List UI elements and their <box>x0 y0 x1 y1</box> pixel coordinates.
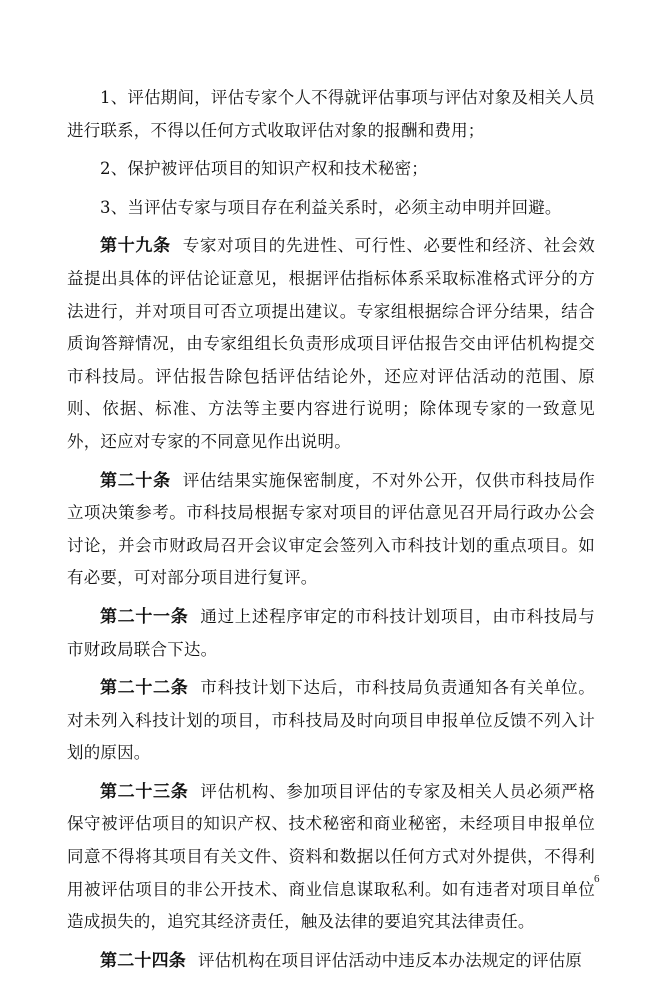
article-23 <box>67 776 595 939</box>
article-number: 第二十条 <box>100 470 171 491</box>
article-22 <box>67 672 595 770</box>
article-20 <box>67 465 595 595</box>
article-number: 第十九条 <box>100 236 171 257</box>
list-item-recusal <box>67 192 595 225</box>
paragraph-text: 3、当评估专家与项目存在利益关系时，必须主动申明并回避。 <box>100 197 562 217</box>
article-text: 评估机构、参加项目评估的专家及相关人员必须严格保守被评估项目的知识产权、技术秘密和商业秘密，未经项目申报单位同意不得将其项目有关文件、资料和数据以任何方式对外提供，不得利用被评估项目的非公开技术、商业信息谋取私利。如有违者对项目单位造成损失的，追究其经济责任，触及法律的要追究其法律责任。 <box>67 781 595 932</box>
article-19 <box>67 230 595 458</box>
article-number: 第二十一条 <box>100 606 189 627</box>
article-text: 专家对项目的先进性、可行性、必要性和经济、社会效益提出具体的评估论证意见，根据评估指标体系采取标准格式评分的方法进行，并对项目可否立项提出建议。专家组根据综合评分结果，结合质询答辩情况，由专家组组长负责形成项目评估报告交由评估机构提交市科技局。评估报告除包括评估结论外，还应对评估活动的范围、原则、依据、标准、方法等主要内容进行说明；除体现专家的一致意见外，还应对专家的不同意见作出说明。 <box>67 236 595 451</box>
article-number: 第二十二条 <box>100 678 189 699</box>
list-item-protect-ip <box>67 153 595 186</box>
paragraph-text: 1、评估期间，评估专家个人不得就评估事项与评估对象及相关人员进行联系，不得以任何方式收取评估对象的报酬和费用； <box>67 88 595 140</box>
article-21 <box>67 601 595 666</box>
list-item-confidentiality-contact <box>67 82 595 147</box>
paragraph-text: 2、保护被评估项目的知识产权和技术秘密； <box>100 159 428 179</box>
article-text: 评估机构在项目评估活动中违反本办法规定的评估原 <box>198 950 583 970</box>
article-text: 通过上述程序审定的市科技计划项目，由市科技局与市财政局联合下达。 <box>67 606 595 659</box>
article-number: 第二十四条 <box>100 950 186 971</box>
article-24 <box>67 945 595 978</box>
document-body <box>67 82 595 983</box>
page-number: 6 <box>594 873 600 885</box>
article-text: 市科技计划下达后，市科技局负责通知各有关单位。对未列入科技计划的项目，市科技局及时向项目申报单位反馈不列入计划的原因。 <box>67 678 595 763</box>
article-number: 第二十三条 <box>100 781 189 802</box>
article-text: 评估结果实施保密制度，不对外公开，仅供市科技局作立项决策参考。市科技局根据专家对项目的评估意见召开局行政办公会讨论，并会市财政局召开会议审定会签列入市科技计划的重点项目。如有必要，可对部分项目进行复评。 <box>67 470 595 588</box>
